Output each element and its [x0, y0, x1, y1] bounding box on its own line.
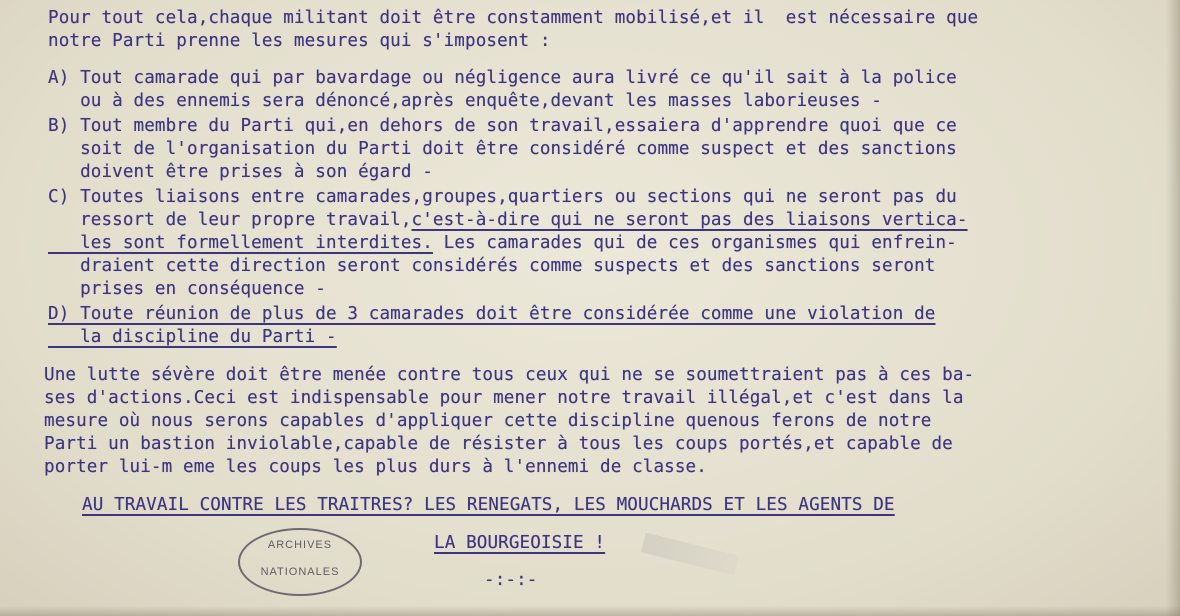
slogan-line-2: LA BOURGEOISIE !	[434, 533, 606, 553]
stamp-line-1: ARCHIVES	[267, 539, 333, 551]
page-bottom-shadow	[0, 606, 1180, 616]
item-a-line-2: ou à des ennemis sera dénoncé,après enquête,devant les masses laborieuses -	[48, 91, 883, 111]
item-c-line-2-plain: ressort de leur propre travail,	[48, 210, 412, 230]
item-c-line-3-underlined: les sont formellement interdites.	[48, 233, 433, 253]
item-b-line-3: doivent être prises à son égard -	[48, 162, 433, 182]
item-d-line-2: la discipline du Parti -	[48, 327, 337, 347]
item-c-line-4: draient cette direction seront considérés comme suspects et des sanctions seront	[48, 256, 936, 276]
item-d-line-1: D) Toute réunion de plus de 3 camarades doit être considérée comme une violation de	[48, 304, 936, 324]
slogan-line-1: AU TRAVAIL CONTRE LES TRAITRES? LES RENEGATS, LES MOUCHARDS ET LES AGENTS DE	[82, 495, 895, 515]
item-a-line-1: A) Tout camarade qui par bavardage ou négligence aura livré ce qu'il sait à la police	[48, 68, 957, 88]
item-c-line-2	[48, 212, 968, 230]
intro-line-1: Pour tout cela,chaque militant doit être constamment mobilisé,et il est nécessaire que	[48, 8, 979, 28]
item-b-line-2: soit de l'organisation du Parti doit être considéré comme suspect et des sanctions	[48, 139, 957, 159]
item-c-line-5: prises en conséquence -	[48, 279, 327, 299]
page-edge-shadow	[1166, 0, 1180, 616]
conclusion-line-1: Une lutte sévère doit être menée contre tous ceux qui ne se soumettraient pas à ces ba-	[44, 365, 975, 385]
intro-line-2: notre Parti prenne les mesures qui s'imposent :	[48, 31, 551, 51]
conclusion-line-5: porter lui-m eme les coups les plus durs à l'ennemi de classe.	[44, 457, 707, 477]
item-c-line-2-underlined: c'est-à-dire qui ne seront pas des liaisons vertica-	[411, 210, 968, 230]
item-c-line-1: C) Toutes liaisons entre camarades,groupes,quartiers ou sections qui ne seront pas du	[48, 187, 957, 207]
conclusion-line-3: mesure où nous serons capables d'appliquer cette discipline quenous ferons de notre	[44, 411, 932, 431]
conclusion-line-4: Parti un bastion inviolable,capable de résister à tous les coups portés,et capable de	[44, 434, 953, 454]
archives-nationales-stamp	[238, 528, 362, 596]
item-c-line-3	[48, 235, 957, 253]
item-b-line-1: B) Tout membre du Parti qui,en dehors de son travail,essaiera d'apprendre quoi que ce	[48, 116, 957, 136]
conclusion-line-2: ses d'actions.Ceci est indispensable pour mener notre travail illégal,et c'est dans la	[44, 388, 964, 408]
stamp-line-2: NATIONALES	[260, 566, 340, 578]
item-c-line-3-plain: Les camarades qui de ces organismes qui enfrein-	[432, 233, 957, 253]
end-mark: -:-:-	[484, 570, 538, 590]
